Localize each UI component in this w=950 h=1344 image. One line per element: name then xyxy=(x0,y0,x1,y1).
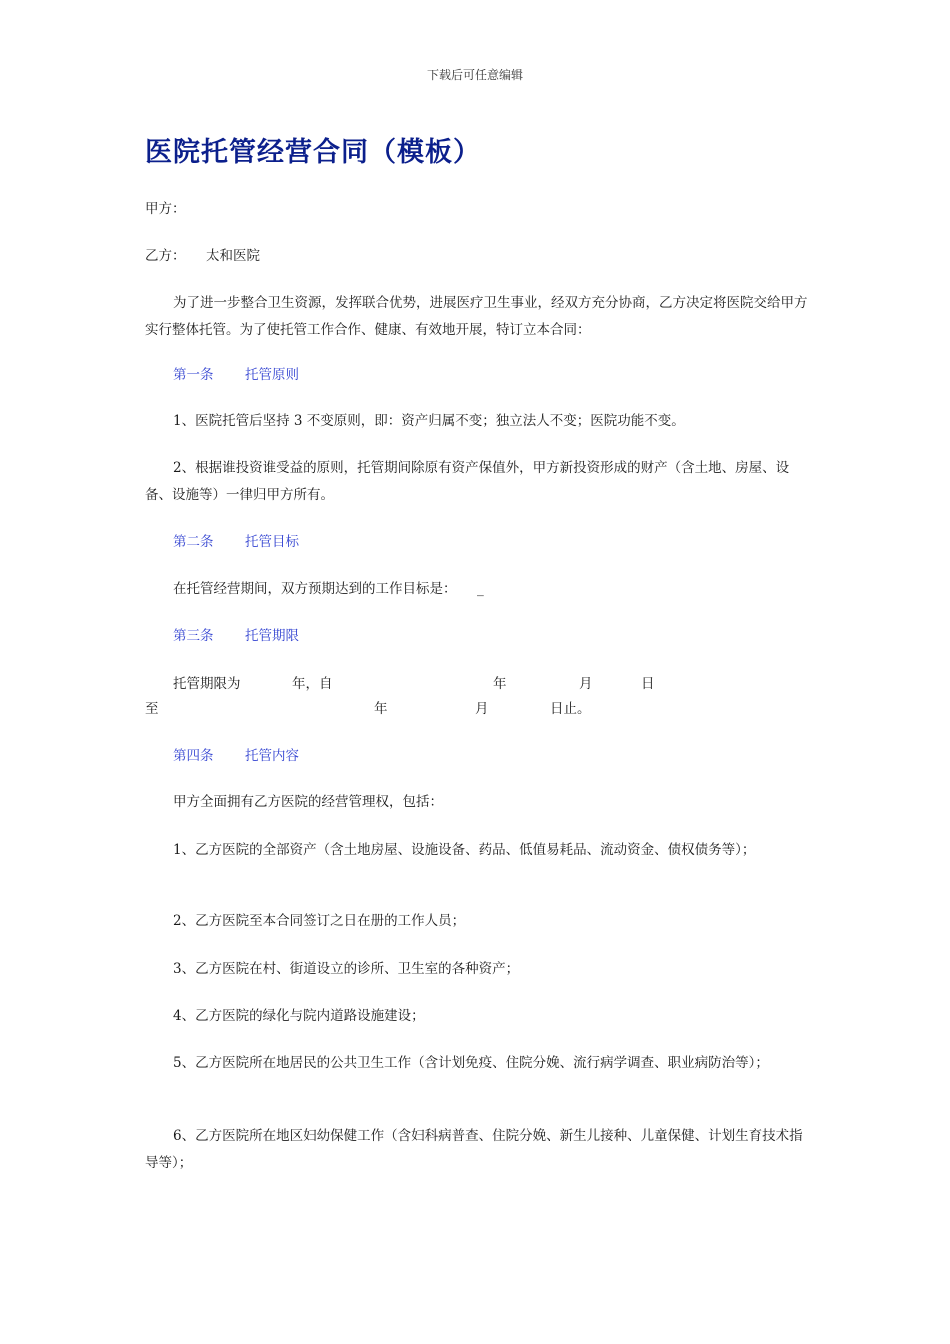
article4-item-3: 3、乙方医院在村、街道设立的诊所、卫生室的各种资产； xyxy=(173,961,520,977)
term-start-day: 日 xyxy=(641,676,655,692)
article3-heading: 托管期限 xyxy=(245,628,299,644)
preamble-paragraph: 为了进一步整合卫生资源，发挥联合优势，进展医疗卫生事业，经双方充分协商，乙方决定将医院交给甲方实行整体托管。为了使托管工作合作、健康、有效地开展，特订立本合同： xyxy=(145,295,808,338)
article4-heading: 托管内容 xyxy=(245,748,299,764)
article2-text: 在托管经营期间，双方预期达到的工作目标是： xyxy=(173,581,457,597)
article2-number: 第二条 xyxy=(173,534,214,550)
article4-item-6: 6、乙方医院所在地区妇幼保健工作（含妇科病普查、住院分娩、新生儿接种、儿童保健、计划生育技术指导等）； xyxy=(145,1128,803,1171)
article4-item-4: 4、乙方医院的绿化与院内道路设施建设； xyxy=(173,1008,425,1024)
party-b-value: 太和医院 xyxy=(206,248,260,264)
term-start-month: 月 xyxy=(579,676,593,692)
term-start-year: 年 xyxy=(493,676,507,692)
article4-intro: 甲方全面拥有乙方医院的经营管理权，包括： xyxy=(173,794,443,810)
term-end-year: 年 xyxy=(374,701,388,717)
article2-blank: _ xyxy=(477,581,484,597)
term-to: 至 xyxy=(145,701,159,717)
article1-number: 第一条 xyxy=(173,367,214,383)
article4-item-1: 1、乙方医院的全部资产（含土地房屋、设施设备、药品、低值易耗品、流动资金、债权债务等）； xyxy=(173,842,756,858)
article3-number: 第三条 xyxy=(173,628,214,644)
document-title: 医院托管经营合同（模板） xyxy=(145,137,481,168)
term-end-day: 日止。 xyxy=(550,701,591,717)
article4-item-5: 5、乙方医院所在地居民的公共卫生工作（含计划免疫、住院分娩、流行病学调查、职业病防治等）； xyxy=(173,1055,769,1071)
article4-item-2: 2、乙方医院至本合同签订之日在册的工作人员； xyxy=(173,913,466,929)
header-note: 下载后可任意编辑 xyxy=(426,68,523,82)
term-prefix: 托管期限为 xyxy=(173,676,241,692)
term-end-month: 月 xyxy=(475,701,489,717)
article4-number: 第四条 xyxy=(173,748,214,764)
article1-item-2: 2、根据谁投资谁受益的原则，托管期间除原有资产保值外，甲方新投资形成的财产（含土地、房屋、设备、设施等）一律归甲方所有。 xyxy=(145,460,790,503)
party-a-label: 甲方： xyxy=(145,201,186,217)
article1-heading: 托管原则 xyxy=(245,367,299,383)
article1-item-1: 1、医院托管后坚持 3 不变原则，即：资产归属不变；独立法人不变；医院功能不变。 xyxy=(173,413,685,429)
party-b-label: 乙方： xyxy=(145,248,186,264)
term-year-unit: 年，自 xyxy=(292,676,333,692)
article2-heading: 托管目标 xyxy=(245,534,299,550)
